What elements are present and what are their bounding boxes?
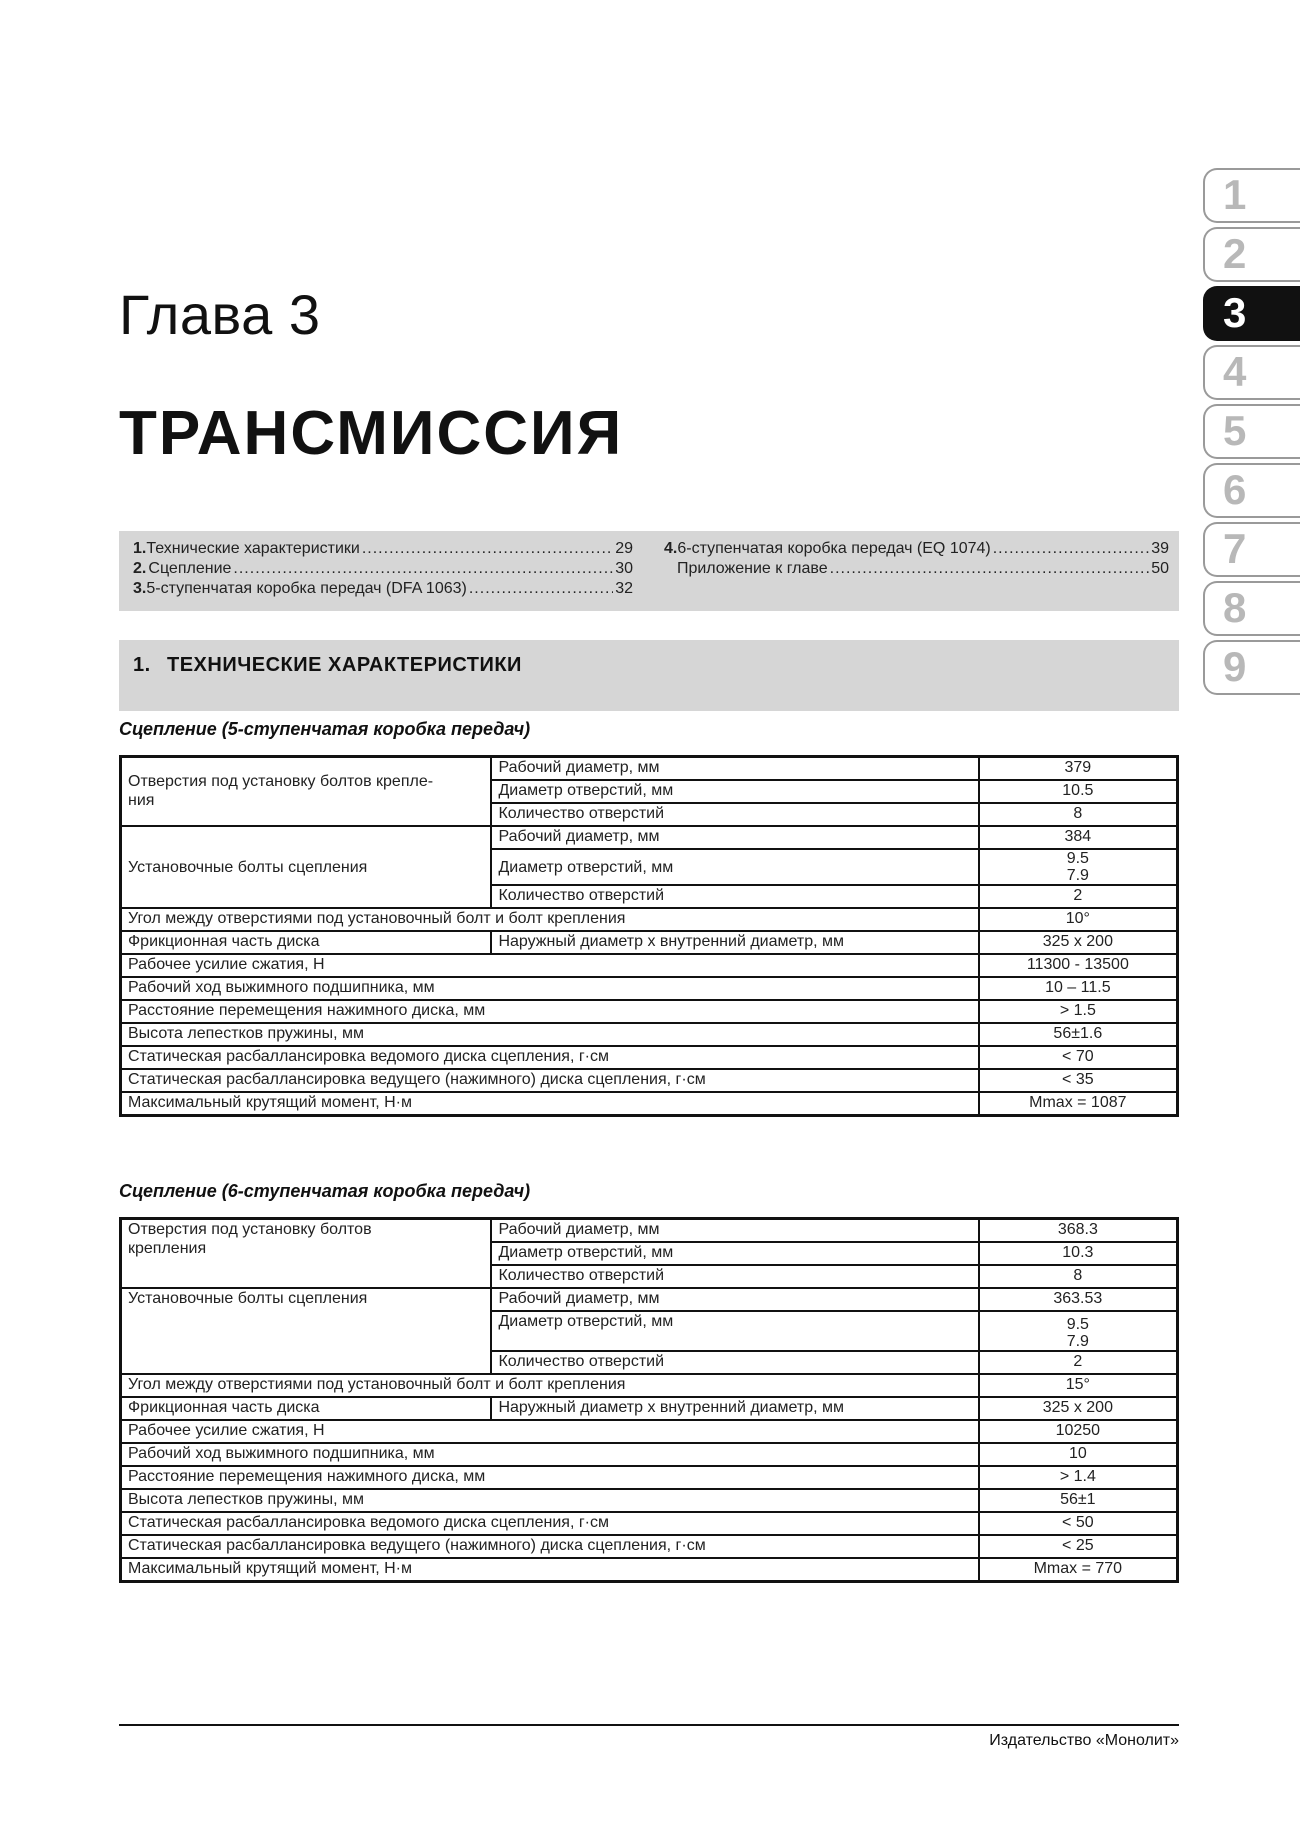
toc-page: 30 <box>615 560 633 577</box>
table-cell: 56±1.6 <box>979 1023 1178 1046</box>
table-row <box>121 1046 1178 1069</box>
table-cell: Наружный диаметр х внутренний диаметр, мм <box>491 931 978 954</box>
chapter-tab-8[interactable]: 8 <box>1203 581 1300 636</box>
publisher-credit: Издательство «Монолит» <box>989 1732 1179 1749</box>
table-cell: Mmax = 770 <box>979 1558 1178 1582</box>
table-cell: < 70 <box>979 1046 1178 1069</box>
table-cell: 15° <box>979 1374 1178 1397</box>
toc-title: 6-ступенчатая коробка передач (EQ 1074) <box>677 540 991 557</box>
section-title-wrap <box>133 654 522 677</box>
table2-subtitle: Сцепление (6-ступенчатая коробка передач) <box>119 1181 531 1201</box>
table-cell: Максимальный крутящий момент, Н·м <box>121 1092 979 1116</box>
chapter-tab-4[interactable]: 4 <box>1203 345 1300 400</box>
toc-leader <box>362 539 613 559</box>
table-cell: 10250 <box>979 1420 1178 1443</box>
toc-title: Приложение к главе <box>676 560 828 577</box>
table-cell: Фрикционная часть диска <box>121 1397 492 1420</box>
table-cell: 11300 - 13500 <box>979 954 1178 977</box>
table-cell: Диаметр отверстий, мм <box>491 849 978 885</box>
table-row <box>121 1000 1178 1023</box>
toc-number: 2. <box>133 560 147 577</box>
table-cell: Максимальный крутящий момент, Н·м <box>121 1558 979 1582</box>
table-row <box>121 1288 1178 1311</box>
table-cell: 2 <box>979 885 1178 908</box>
toc-entry[interactable] <box>133 559 633 579</box>
table-cell: Установочные болты сцепления <box>121 1288 492 1374</box>
table1-subtitle: Сцепление (5-ступенчатая коробка передач) <box>119 719 531 739</box>
section-title: ТЕХНИЧЕСКИЕ ХАРАКТЕРИСТИКИ <box>167 654 522 676</box>
section-header <box>119 640 1179 711</box>
table-row <box>121 757 1178 781</box>
table-cell: 8 <box>979 803 1178 826</box>
table-cell: < 25 <box>979 1535 1178 1558</box>
toc-page: 29 <box>615 540 633 557</box>
table-cell: Высота лепестков пружины, мм <box>121 1489 979 1512</box>
table-cell: Количество отверстий <box>491 803 978 826</box>
spec-table-6-speed <box>119 1217 1179 1583</box>
table-row <box>121 954 1178 977</box>
chapter-tab-1[interactable]: 1 <box>1203 168 1300 223</box>
toc-page: 32 <box>615 580 633 597</box>
table-cell: Рабочий ход выжимного подшипника, мм <box>121 1443 979 1466</box>
table-row <box>121 1092 1178 1116</box>
toc-leader <box>469 579 613 599</box>
spec-table-5-speed <box>119 755 1179 1117</box>
table-cell: > 1.5 <box>979 1000 1178 1023</box>
table-row <box>121 931 1178 954</box>
table-cell: < 35 <box>979 1069 1178 1092</box>
chapter-tab-6[interactable]: 6 <box>1203 463 1300 518</box>
section-number: 1. <box>133 654 151 676</box>
table-cell: Угол между отверстиями под установочный болт и болт крепления <box>121 1374 979 1397</box>
table-cell: Количество отверстий <box>491 885 978 908</box>
table-cell: Статическая расбаллансировка ведущего (нажимного) диска сцепления, г·см <box>121 1535 979 1558</box>
table-cell: 325 х 200 <box>979 931 1178 954</box>
table-cell: Статическая расбаллансировка ведомого диска сцепления, г·см <box>121 1512 979 1535</box>
table-row <box>121 1489 1178 1512</box>
chapter-title: ТРАНСМИССИЯ <box>119 399 624 468</box>
table-row <box>121 1443 1178 1466</box>
toc-title: Сцепление <box>148 560 232 577</box>
toc-leader <box>993 539 1149 559</box>
table-row <box>121 1558 1178 1582</box>
toc-entry[interactable] <box>664 539 1169 559</box>
toc-leader <box>233 559 613 579</box>
toc-leader <box>830 559 1150 579</box>
chapter-tab-9[interactable]: 9 <box>1203 640 1300 695</box>
table-row <box>121 1466 1178 1489</box>
table-cell: Фрикционная часть диска <box>121 931 492 954</box>
table-cell: Диаметр отверстий, мм <box>491 1311 978 1351</box>
table-cell: Высота лепестков пружины, мм <box>121 1023 979 1046</box>
table-row <box>121 1023 1178 1046</box>
table-cell: 10 <box>979 1443 1178 1466</box>
table-cell: 384 <box>979 826 1178 849</box>
table-row <box>121 977 1178 1000</box>
table-cell: Отверстия под установку болтов крепления <box>121 1219 492 1289</box>
table-row <box>121 1069 1178 1092</box>
table-cell: 9.5 7.9 <box>979 1311 1178 1351</box>
table-row <box>121 908 1178 931</box>
table-cell: < 50 <box>979 1512 1178 1535</box>
table-cell: Установочные болты сцепления <box>121 826 492 908</box>
table-cell: Mmax = 1087 <box>979 1092 1178 1116</box>
footer-divider <box>119 1724 1179 1726</box>
table-cell: 10 – 11.5 <box>979 977 1178 1000</box>
table-cell: 10.3 <box>979 1242 1178 1265</box>
table-cell: Рабочее усилие сжатия, Н <box>121 1420 979 1443</box>
chapter-label: Глава 3 <box>119 283 321 346</box>
table-row <box>121 1219 1178 1243</box>
table-cell: 363.53 <box>979 1288 1178 1311</box>
table-cell: > 1.4 <box>979 1466 1178 1489</box>
table-cell: 368.3 <box>979 1219 1178 1243</box>
table-cell: 379 <box>979 757 1178 781</box>
chapter-tab-7[interactable]: 7 <box>1203 522 1300 577</box>
toc-column-left <box>133 539 633 599</box>
toc-entry[interactable] <box>664 559 1169 579</box>
table-cell: Статическая расбаллансировка ведомого диска сцепления, г·см <box>121 1046 979 1069</box>
table-cell: Количество отверстий <box>491 1265 978 1288</box>
table-cell: 325 х 200 <box>979 1397 1178 1420</box>
table-cell: Рабочее усилие сжатия, Н <box>121 954 979 977</box>
table-cell: Рабочий диаметр, мм <box>491 1219 978 1243</box>
toc-number <box>664 559 677 579</box>
table-cell: 10.5 <box>979 780 1178 803</box>
table-of-contents <box>119 531 1179 611</box>
toc-page: 50 <box>1151 560 1169 577</box>
table-cell: 8 <box>979 1265 1178 1288</box>
toc-number: 4. <box>664 540 678 557</box>
table-row <box>121 1535 1178 1558</box>
table-cell: Рабочий диаметр, мм <box>491 1288 978 1311</box>
table-cell: Угол между отверстиями под установочный болт и болт крепления <box>121 908 979 931</box>
table-row <box>121 1512 1178 1535</box>
table-cell: Расстояние перемещения нажимного диска, мм <box>121 1466 979 1489</box>
table-cell: Статическая расбаллансировка ведущего (нажимного) диска сцепления, г·см <box>121 1069 979 1092</box>
table-cell: 2 <box>979 1351 1178 1374</box>
toc-entry[interactable] <box>133 579 633 599</box>
toc-page: 39 <box>1151 540 1169 557</box>
table-cell: 9.5 7.9 <box>979 849 1178 885</box>
table-cell: Рабочий диаметр, мм <box>491 757 978 781</box>
toc-number: 1. <box>133 540 147 557</box>
table-cell: Отверстия под установку болтов крепле- ния <box>121 757 492 827</box>
toc-title: Технические характеристики <box>146 540 360 557</box>
toc-column-right <box>664 539 1169 579</box>
table-row <box>121 826 1178 849</box>
table-cell: Диаметр отверстий, мм <box>491 780 978 803</box>
chapter-tab-2[interactable]: 2 <box>1203 227 1300 282</box>
table-cell: 10° <box>979 908 1178 931</box>
toc-number: 3. <box>133 580 147 597</box>
table-cell: Наружный диаметр х внутренний диаметр, мм <box>491 1397 978 1420</box>
table-row <box>121 1420 1178 1443</box>
table-cell: 56±1 <box>979 1489 1178 1512</box>
table-cell: Диаметр отверстий, мм <box>491 1242 978 1265</box>
chapter-tab-5[interactable]: 5 <box>1203 404 1300 459</box>
table-cell: Рабочий ход выжимного подшипника, мм <box>121 977 979 1000</box>
table-cell: Количество отверстий <box>491 1351 978 1374</box>
toc-entry[interactable] <box>133 539 633 559</box>
toc-title: 5-ступенчатая коробка передач (DFA 1063) <box>146 580 467 597</box>
table-row <box>121 1374 1178 1397</box>
table-cell: Расстояние перемещения нажимного диска, мм <box>121 1000 979 1023</box>
chapter-tabs <box>1203 168 1300 699</box>
table-cell: Рабочий диаметр, мм <box>491 826 978 849</box>
chapter-tab-3[interactable]: 3 <box>1203 286 1300 341</box>
table-row <box>121 1397 1178 1420</box>
